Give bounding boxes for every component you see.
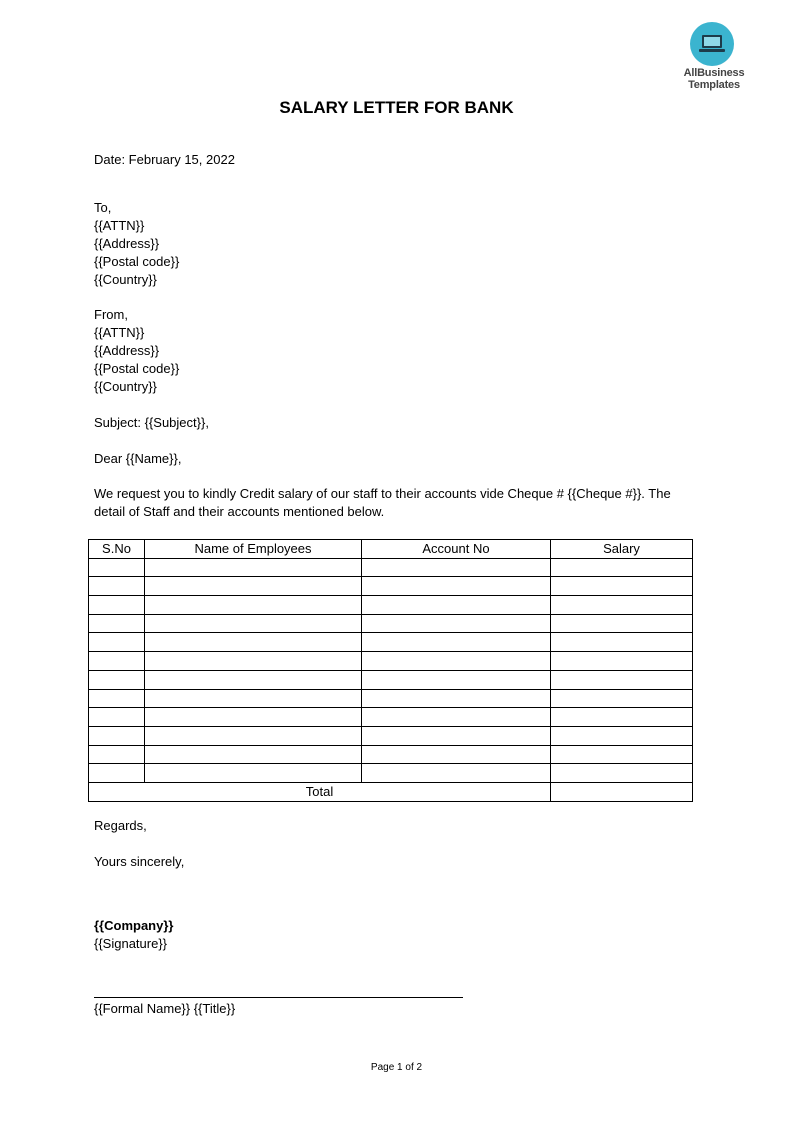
account-no-cell <box>362 764 551 783</box>
account-no-cell <box>362 708 551 727</box>
salary-cell <box>551 689 693 708</box>
salary-cell <box>551 708 693 727</box>
employee-name-cell <box>145 652 362 671</box>
employee-name-cell <box>145 726 362 745</box>
account-no-cell <box>362 558 551 577</box>
sno-cell <box>89 670 145 689</box>
sno-cell <box>89 708 145 727</box>
regards: Regards, <box>94 818 147 833</box>
signature: {{Signature}} <box>94 936 168 951</box>
account-no-cell <box>362 633 551 652</box>
signature-line <box>94 997 463 998</box>
salary-cell <box>551 670 693 689</box>
employee-name-cell <box>145 614 362 633</box>
sno-cell <box>89 726 145 745</box>
employee-name-cell <box>145 708 362 727</box>
employee-name-cell <box>145 633 362 652</box>
from-attn: {{ATTN}} <box>94 325 145 340</box>
from-country: {{Country}} <box>94 379 157 394</box>
sno-cell <box>89 596 145 615</box>
company-logo <box>680 22 748 96</box>
table-row <box>89 614 693 633</box>
table-header-row <box>89 540 693 559</box>
salary-table <box>88 539 693 802</box>
salary-cell <box>551 633 693 652</box>
logo-line-2: Templates <box>688 79 740 91</box>
from-block <box>94 306 179 396</box>
account-no-cell <box>362 670 551 689</box>
letter-date: Date: February 15, 2022 <box>94 152 235 167</box>
laptop-icon <box>698 33 726 55</box>
employee-name-cell <box>145 745 362 764</box>
logo-line-1: AllBusiness <box>683 67 745 79</box>
sno-cell <box>89 689 145 708</box>
account-no-cell <box>362 745 551 764</box>
table-row <box>89 558 693 577</box>
table-row <box>89 596 693 615</box>
employee-name-cell <box>145 670 362 689</box>
sno-cell <box>89 745 145 764</box>
table-row <box>89 633 693 652</box>
salary-cell <box>551 614 693 633</box>
table-row <box>89 708 693 727</box>
salary-cell <box>551 652 693 671</box>
table-row <box>89 577 693 596</box>
to-postal: {{Postal code}} <box>94 254 180 269</box>
to-attn: {{ATTN}} <box>94 218 145 233</box>
header-salary: Salary <box>551 540 693 559</box>
salary-cell <box>551 764 693 783</box>
from-address: {{Address}} <box>94 343 160 358</box>
salutation: Dear {{Name}}, <box>94 451 182 466</box>
account-no-cell <box>362 652 551 671</box>
sno-cell <box>89 633 145 652</box>
to-country: {{Country}} <box>94 272 157 287</box>
page-number: Page 1 of 2 <box>370 1062 423 1073</box>
salary-cell <box>551 558 693 577</box>
to-block <box>94 199 179 289</box>
employee-name-cell <box>145 596 362 615</box>
header-sno: S.No <box>89 540 145 559</box>
body-paragraph <box>94 485 671 521</box>
sno-cell <box>89 558 145 577</box>
employee-name-cell <box>145 689 362 708</box>
table-row <box>89 670 693 689</box>
table-row <box>89 652 693 671</box>
company-name: {{Company}} <box>94 918 174 933</box>
account-no-cell <box>362 596 551 615</box>
salary-cell <box>551 577 693 596</box>
header-name: Name of Employees <box>145 540 362 559</box>
total-salary-cell <box>551 782 693 801</box>
account-no-cell <box>362 726 551 745</box>
table-row <box>89 745 693 764</box>
to-label: To, <box>94 200 112 215</box>
yours-sincerely: Yours sincerely, <box>94 854 185 869</box>
header-account: Account No <box>362 540 551 559</box>
logo-text <box>680 67 748 91</box>
table-total-row <box>89 782 693 801</box>
account-no-cell <box>362 689 551 708</box>
account-no-cell <box>362 614 551 633</box>
sno-cell <box>89 764 145 783</box>
sno-cell <box>89 652 145 671</box>
salary-cell <box>551 596 693 615</box>
employee-name-cell <box>145 764 362 783</box>
sno-cell <box>89 577 145 596</box>
from-label: From, <box>94 307 128 322</box>
employee-name-cell <box>145 577 362 596</box>
table-row <box>89 689 693 708</box>
table-row <box>89 726 693 745</box>
body-line-1: We request you to kindly Credit salary of our staff to their accounts vide Cheque # {{Cheque #}}. The <box>94 486 671 501</box>
total-label: Total <box>89 782 551 801</box>
subject-line: Subject: {{Subject}}, <box>94 415 209 430</box>
from-postal: {{Postal code}} <box>94 361 180 376</box>
sno-cell <box>89 614 145 633</box>
formal-name-title: {{Formal Name}} {{Title}} <box>94 1001 236 1016</box>
body-line-2: detail of Staff and their accounts mentioned below. <box>94 504 385 519</box>
table-row <box>89 764 693 783</box>
account-no-cell <box>362 577 551 596</box>
to-address: {{Address}} <box>94 236 160 251</box>
salary-cell <box>551 745 693 764</box>
table-body <box>89 558 693 782</box>
salary-cell <box>551 726 693 745</box>
employee-name-cell <box>145 558 362 577</box>
page-title: SALARY LETTER FOR BANK <box>279 98 514 117</box>
